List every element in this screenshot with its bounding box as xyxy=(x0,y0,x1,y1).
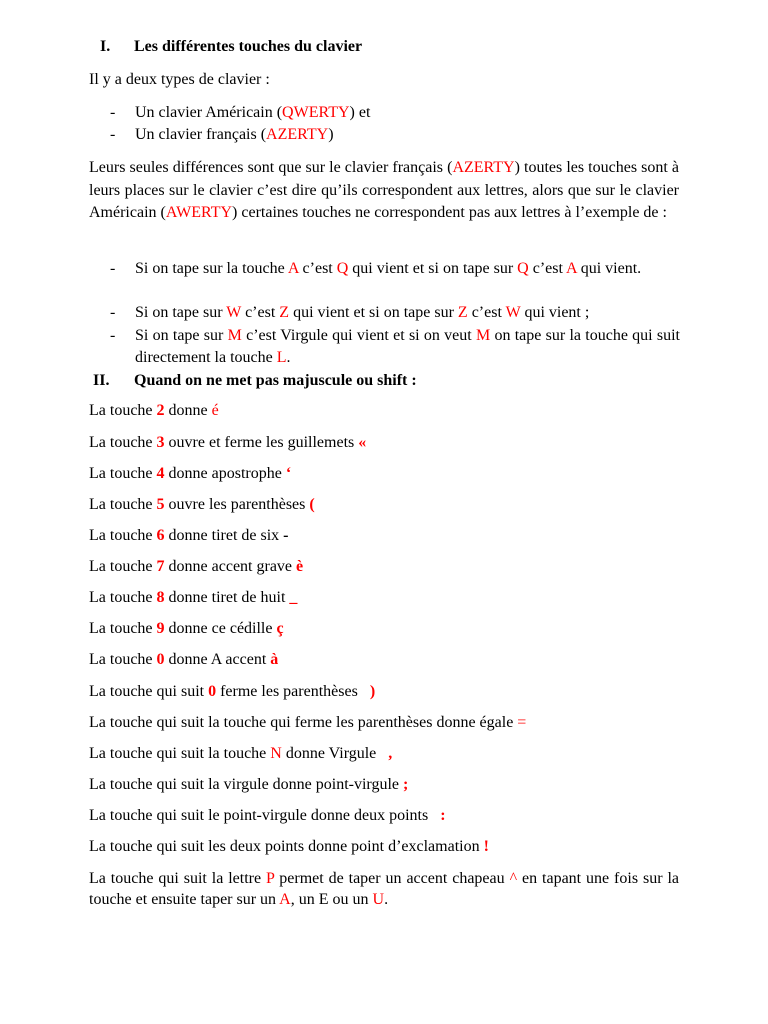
accent-paragraph: La touche qui suit la lettre P permet de taper un accent chapeau ^ en tapant une fois sur la touche et ensuite taper sur un A, un E ou un U. xyxy=(89,870,680,908)
bullet-dash: - xyxy=(110,104,116,121)
section-1-number: I. xyxy=(100,38,111,55)
key-line: La touche 4 donne apostrophe ‘ xyxy=(89,465,292,482)
keyboard-type-item: - Un clavier français (AZERTY) xyxy=(110,124,680,146)
key-line: La touche qui suit le point-virgule donne deux points : xyxy=(89,807,446,824)
key-line: La touche qui suit la touche qui ferme les parenthèses donne égale = xyxy=(89,714,527,731)
section-2-heading xyxy=(93,371,417,391)
example-item: - Si on tape sur M c’est Virgule qui vient et si on veut M on tape sur la touche qui suit directement la touche L. xyxy=(110,327,681,366)
key-line: La touche 7 donne accent grave è xyxy=(89,558,304,575)
key-name: QWERTY xyxy=(282,104,350,121)
section-1-heading xyxy=(100,37,362,57)
differences-paragraph: Leurs seules différences sont que sur le clavier français (AZERTY) toutes les touches sont à leurs places sur le clavier c’est dire qu’ils correspondent aux lettres, alors que sur le clavier Américain (AWERTY) certaines touches ne correspondent pas aux lettres à l’exemple de : xyxy=(89,159,679,221)
bullet-dash: - xyxy=(110,327,116,344)
section-1-title: Les différentes touches du clavier xyxy=(134,38,363,55)
key-line: La touche 5 ouvre les parenthèses ( xyxy=(89,496,315,513)
section-2-number: II. xyxy=(93,372,110,389)
key-line: La touche qui suit les deux points donne point d’exclamation ! xyxy=(89,838,489,855)
bullet-dash: - xyxy=(110,126,116,143)
key-line: La touche 6 donne tiret de six - xyxy=(89,527,289,544)
key-line: La touche qui suit 0 ferme les parenthèses ) xyxy=(89,683,376,700)
example-item: - Si on tape sur W c’est Z qui vient et si on tape sur Z c’est W qui vient ; xyxy=(110,302,680,324)
key-name: AWERTY xyxy=(165,204,233,221)
bullet-dash: - xyxy=(110,260,116,277)
keyboard-type-item: - Un clavier Américain (QWERTY) et xyxy=(110,102,680,124)
key-line: La touche 8 donne tiret de huit _ xyxy=(89,589,298,606)
key-name: AZERTY xyxy=(266,126,329,143)
example-item: - Si on tape sur la touche A c’est Q qui vient et si on tape sur Q c’est A qui vient. xyxy=(110,258,680,280)
key-line: La touche qui suit la touche N donne Virgule , xyxy=(89,745,393,762)
key-line: La touche 9 donne ce cédille ç xyxy=(89,620,284,637)
key-line: La touche 3 ouvre et ferme les guillemets « xyxy=(89,434,367,451)
bullet-dash: - xyxy=(110,304,116,321)
key-line: La touche 2 donne é xyxy=(89,402,219,419)
key-name: AZERTY xyxy=(452,159,515,176)
intro-line: Il y a deux types de clavier : xyxy=(89,71,270,88)
key-line: La touche 0 donne A accent à xyxy=(89,651,279,668)
key-line: La touche qui suit la virgule donne point-virgule ; xyxy=(89,776,409,793)
section-2-title: Quand on ne met pas majuscule ou shift : xyxy=(134,372,417,389)
